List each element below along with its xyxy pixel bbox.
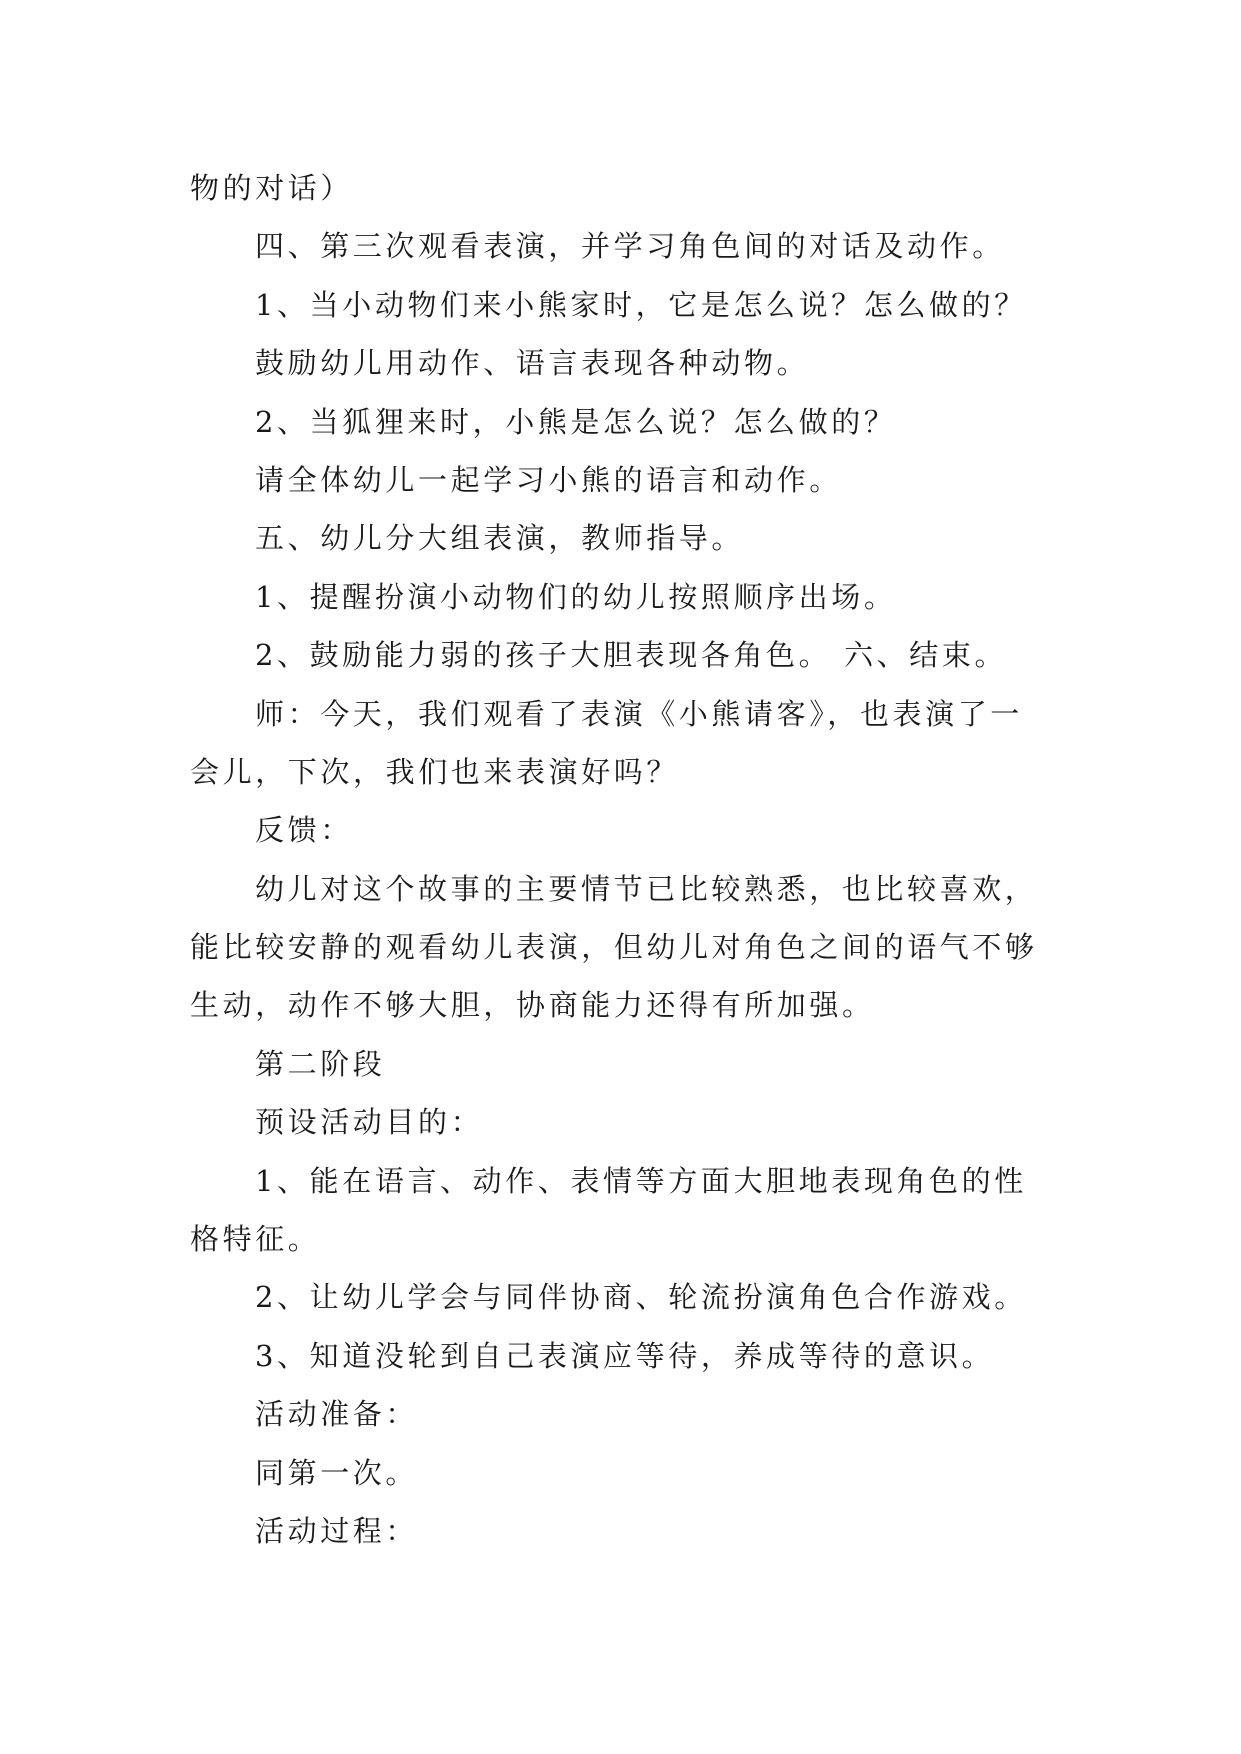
text-line: 2、让幼儿学会与同伴协商、轮流扮演角色合作游戏。 [255,1280,1027,1315]
text-line: 格特征。 [190,1222,321,1257]
text-line: 生动，动作不够大胆，协商能力还得有所加强。 [190,988,875,1023]
text-line: 同第一次。 [255,1455,419,1490]
text-line: 1、当小动物们来小熊家时，它是怎么说？怎么做的？ [255,287,1027,322]
section-heading: 预设活动目的： [255,1105,484,1140]
text-line: 2、当狐狸来时，小熊是怎么说？怎么做的？ [255,404,897,439]
section-heading: 第二阶段 [255,1046,386,1081]
text-line: 鼓励幼儿用动作、语言表现各种动物。 [255,346,810,381]
text-line: 1、提醒扮演小动物们的幼儿按照顺序出场。 [255,579,897,614]
section-heading: 五、幼儿分大组表演，教师指导。 [255,521,745,556]
text-line: 师：今天，我们观看了表演《小熊请客》，也表演了一 [255,696,1023,731]
text-line: 1、能在语言、动作、表情等方面大胆地表现角色的性 [255,1163,1027,1198]
text-line: 物的对话） [190,171,354,205]
text-line: 请全体幼儿一起学习小熊的语言和动作。 [255,462,842,497]
text-line: 会儿，下次，我们也来表演好吗？ [190,754,680,789]
section-heading: 反馈： [255,813,353,848]
section-heading: 活动过程： [255,1513,419,1548]
text-line: 幼儿对这个故事的主要情节已比较熟悉，也比较喜欢， [255,871,1038,906]
text-line: 2、鼓励能力弱的孩子大胆表现各角色。 六、结束。 [255,638,1008,673]
section-heading: 四、第三次观看表演，并学习角色间的对话及动作。 [255,229,1005,264]
document-body [190,159,1070,1560]
text-line: 3、知道没轮到自己表演应等待，养成等待的意识。 [255,1338,995,1373]
text-line: 能比较安静的观看幼儿表演，但幼儿对角色之间的语气不够 [190,930,1038,965]
section-heading: 活动准备： [255,1397,419,1432]
